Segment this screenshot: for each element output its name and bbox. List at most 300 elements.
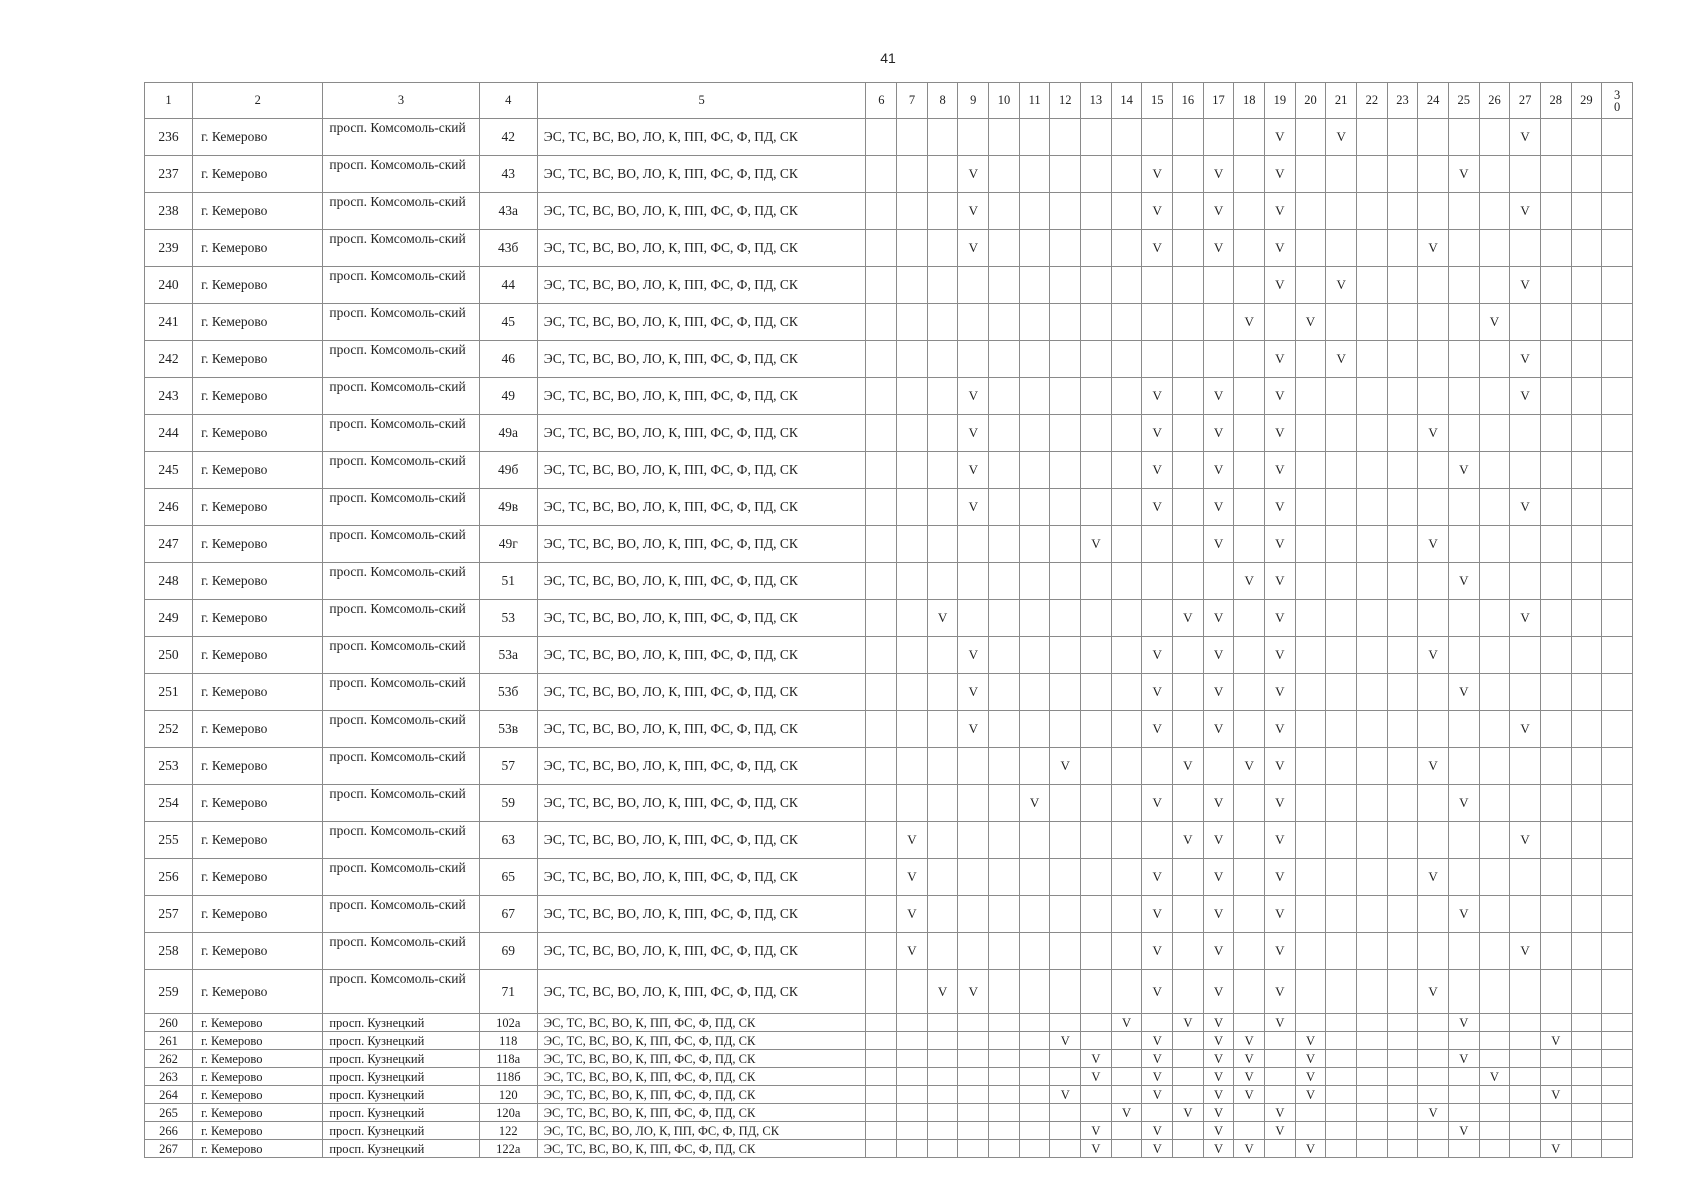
mark-cell-29 [1571, 896, 1602, 933]
mark-cell-7 [897, 785, 928, 822]
mark-cell-22 [1356, 970, 1387, 1014]
mark-cell-12: V [1050, 1086, 1081, 1104]
mark-cell-30 [1602, 1104, 1633, 1122]
mark-cell-28 [1540, 489, 1571, 526]
mark-cell-11 [1019, 933, 1050, 970]
mark-cell-7 [897, 193, 928, 230]
mark-cell-14 [1111, 378, 1142, 415]
services-cell: ЭС, ТС, ВС, ВО, К, ПП, ФС, Ф, ПД, СК [537, 1032, 866, 1050]
column-header-5: 5 [537, 83, 866, 119]
mark-cell-6 [866, 526, 897, 563]
mark-cell-6 [866, 563, 897, 600]
mark-cell-17: V [1203, 637, 1234, 674]
mark-cell-16 [1173, 1068, 1204, 1086]
mark-cell-9: V [958, 637, 989, 674]
row-number: 261 [145, 1032, 193, 1050]
mark-cell-27 [1510, 748, 1541, 785]
mark-cell-14 [1111, 341, 1142, 378]
mark-cell-26 [1479, 489, 1510, 526]
mark-cell-23 [1387, 970, 1418, 1014]
table-row [145, 156, 1633, 193]
mark-cell-25: V [1448, 785, 1479, 822]
mark-cell-21 [1326, 526, 1357, 563]
mark-cell-10 [989, 674, 1020, 711]
table-row [145, 896, 1633, 933]
mark-cell-23 [1387, 637, 1418, 674]
mark-cell-30 [1602, 1140, 1633, 1158]
mark-cell-12: V [1050, 1032, 1081, 1050]
city-cell: г. Кемерово [193, 859, 323, 896]
mark-cell-13: V [1081, 1068, 1112, 1086]
mark-cell-26 [1479, 378, 1510, 415]
mark-cell-18 [1234, 489, 1265, 526]
mark-cell-18 [1234, 674, 1265, 711]
mark-cell-11: V [1019, 785, 1050, 822]
mark-cell-9: V [958, 711, 989, 748]
house-cell: 71 [479, 970, 537, 1014]
mark-cell-29 [1571, 378, 1602, 415]
mark-cell-25 [1448, 526, 1479, 563]
mark-cell-11 [1019, 600, 1050, 637]
mark-cell-27: V [1510, 119, 1541, 156]
mark-cell-24: V [1418, 859, 1449, 896]
mark-cell-25 [1448, 230, 1479, 267]
mark-cell-19 [1265, 1032, 1296, 1050]
mark-cell-17: V [1203, 1032, 1234, 1050]
table-header-row [145, 83, 1633, 119]
mark-cell-20 [1295, 378, 1326, 415]
mark-cell-25 [1448, 637, 1479, 674]
mark-cell-6 [866, 1086, 897, 1104]
city-cell: г. Кемерово [193, 674, 323, 711]
mark-cell-25 [1448, 378, 1479, 415]
mark-cell-15: V [1142, 415, 1173, 452]
services-cell: ЭС, ТС, ВС, ВО, К, ПП, ФС, Ф, ПД, СК [537, 1014, 866, 1032]
mark-cell-20 [1295, 637, 1326, 674]
mark-cell-9 [958, 1068, 989, 1086]
mark-cell-14 [1111, 230, 1142, 267]
house-cell: 118б [479, 1068, 537, 1086]
mark-cell-17: V [1203, 1122, 1234, 1140]
mark-cell-26 [1479, 896, 1510, 933]
mark-cell-15: V [1142, 489, 1173, 526]
mark-cell-22 [1356, 193, 1387, 230]
mark-cell-20 [1295, 489, 1326, 526]
column-header-13: 13 [1081, 83, 1112, 119]
mark-cell-29 [1571, 1050, 1602, 1068]
mark-cell-28 [1540, 933, 1571, 970]
mark-cell-20: V [1295, 1050, 1326, 1068]
mark-cell-29 [1571, 600, 1602, 637]
mark-cell-14 [1111, 859, 1142, 896]
mark-cell-24 [1418, 785, 1449, 822]
mark-cell-18 [1234, 341, 1265, 378]
city-cell: г. Кемерово [193, 378, 323, 415]
mark-cell-14 [1111, 711, 1142, 748]
column-header-3: 3 [323, 83, 479, 119]
mark-cell-18 [1234, 378, 1265, 415]
mark-cell-7 [897, 452, 928, 489]
mark-cell-19: V [1265, 822, 1296, 859]
mark-cell-7 [897, 304, 928, 341]
mark-cell-13 [1081, 674, 1112, 711]
mark-cell-29 [1571, 563, 1602, 600]
mark-cell-30 [1602, 119, 1633, 156]
mark-cell-25: V [1448, 156, 1479, 193]
mark-cell-10 [989, 267, 1020, 304]
mark-cell-6 [866, 304, 897, 341]
services-cell: ЭС, ТС, ВС, ВО, ЛО, К, ПП, ФС, Ф, ПД, СК [537, 304, 866, 341]
services-cell: ЭС, ТС, ВС, ВО, ЛО, К, ПП, ФС, Ф, ПД, СК [537, 341, 866, 378]
mark-cell-7 [897, 378, 928, 415]
mark-cell-28 [1540, 711, 1571, 748]
mark-cell-19: V [1265, 748, 1296, 785]
mark-cell-21 [1326, 304, 1357, 341]
mark-cell-11 [1019, 1086, 1050, 1104]
mark-cell-29 [1571, 970, 1602, 1014]
mark-cell-15: V [1142, 378, 1173, 415]
mark-cell-27 [1510, 785, 1541, 822]
house-cell: 59 [479, 785, 537, 822]
mark-cell-17: V [1203, 452, 1234, 489]
mark-cell-7 [897, 1122, 928, 1140]
mark-cell-21 [1326, 674, 1357, 711]
mark-cell-9 [958, 1086, 989, 1104]
street-cell: просп. Кузнецкий [323, 1122, 479, 1140]
mark-cell-15: V [1142, 1086, 1173, 1104]
services-cell: ЭС, ТС, ВС, ВО, ЛО, К, ПП, ФС, Ф, ПД, СК [537, 452, 866, 489]
services-cell: ЭС, ТС, ВС, ВО, ЛО, К, ПП, ФС, Ф, ПД, СК [537, 970, 866, 1014]
mark-cell-18 [1234, 637, 1265, 674]
mark-cell-10 [989, 452, 1020, 489]
city-cell: г. Кемерово [193, 304, 323, 341]
mark-cell-7: V [897, 896, 928, 933]
mark-cell-6 [866, 748, 897, 785]
mark-cell-13 [1081, 304, 1112, 341]
mark-cell-14 [1111, 304, 1142, 341]
mark-cell-30 [1602, 748, 1633, 785]
mark-cell-18 [1234, 711, 1265, 748]
mark-cell-28 [1540, 378, 1571, 415]
mark-cell-20 [1295, 267, 1326, 304]
mark-cell-10 [989, 748, 1020, 785]
mark-cell-26 [1479, 563, 1510, 600]
mark-cell-24 [1418, 1050, 1449, 1068]
street-cell: просп. Комсомоль-ский [323, 711, 479, 748]
mark-cell-19: V [1265, 785, 1296, 822]
mark-cell-18 [1234, 896, 1265, 933]
mark-cell-24 [1418, 267, 1449, 304]
table-row [145, 637, 1633, 674]
mark-cell-8 [927, 785, 958, 822]
mark-cell-16 [1173, 711, 1204, 748]
mark-cell-12 [1050, 637, 1081, 674]
mark-cell-20: V [1295, 1140, 1326, 1158]
row-number: 258 [145, 933, 193, 970]
mark-cell-13 [1081, 193, 1112, 230]
mark-cell-14 [1111, 156, 1142, 193]
mark-cell-28 [1540, 341, 1571, 378]
mark-cell-19: V [1265, 970, 1296, 1014]
services-cell: ЭС, ТС, ВС, ВО, ЛО, К, ПП, ФС, Ф, ПД, СК [537, 489, 866, 526]
mark-cell-28 [1540, 452, 1571, 489]
house-cell: 44 [479, 267, 537, 304]
table-row [145, 452, 1633, 489]
table-row [145, 1122, 1633, 1140]
mark-cell-30 [1602, 304, 1633, 341]
mark-cell-18 [1234, 230, 1265, 267]
mark-cell-24: V [1418, 230, 1449, 267]
mark-cell-21: V [1326, 341, 1357, 378]
row-number: 245 [145, 452, 193, 489]
table-row [145, 378, 1633, 415]
services-cell: ЭС, ТС, ВС, ВО, К, ПП, ФС, Ф, ПД, СК [537, 1068, 866, 1086]
mark-cell-18: V [1234, 1050, 1265, 1068]
mark-cell-9 [958, 859, 989, 896]
mark-cell-21 [1326, 1140, 1357, 1158]
mark-cell-23 [1387, 526, 1418, 563]
mark-cell-28 [1540, 415, 1571, 452]
house-cell: 65 [479, 859, 537, 896]
mark-cell-21 [1326, 1032, 1357, 1050]
mark-cell-16 [1173, 415, 1204, 452]
mark-cell-9 [958, 822, 989, 859]
street-cell: просп. Комсомоль-ский [323, 785, 479, 822]
mark-cell-8 [927, 119, 958, 156]
house-cell: 67 [479, 896, 537, 933]
column-header-9: 9 [958, 83, 989, 119]
mark-cell-28 [1540, 193, 1571, 230]
mark-cell-30 [1602, 267, 1633, 304]
mark-cell-18 [1234, 415, 1265, 452]
mark-cell-17: V [1203, 970, 1234, 1014]
mark-cell-8 [927, 1050, 958, 1068]
mark-cell-13 [1081, 415, 1112, 452]
mark-cell-16: V [1173, 1014, 1204, 1032]
mark-cell-30 [1602, 896, 1633, 933]
mark-cell-17: V [1203, 489, 1234, 526]
mark-cell-25 [1448, 933, 1479, 970]
mark-cell-23 [1387, 1014, 1418, 1032]
mark-cell-23 [1387, 933, 1418, 970]
mark-cell-24 [1418, 822, 1449, 859]
house-cell: 46 [479, 341, 537, 378]
row-number: 259 [145, 970, 193, 1014]
mark-cell-17: V [1203, 415, 1234, 452]
mark-cell-25 [1448, 267, 1479, 304]
table-row [145, 1140, 1633, 1158]
mark-cell-18: V [1234, 1086, 1265, 1104]
column-header-1: 1 [145, 83, 193, 119]
mark-cell-11 [1019, 156, 1050, 193]
services-cell: ЭС, ТС, ВС, ВО, ЛО, К, ПП, ФС, Ф, ПД, СК [537, 785, 866, 822]
house-cell: 43 [479, 156, 537, 193]
column-header-14: 14 [1111, 83, 1142, 119]
mark-cell-16 [1173, 785, 1204, 822]
mark-cell-18: V [1234, 748, 1265, 785]
mark-cell-20 [1295, 674, 1326, 711]
mark-cell-6 [866, 970, 897, 1014]
mark-cell-28 [1540, 526, 1571, 563]
mark-cell-21 [1326, 489, 1357, 526]
mark-cell-14 [1111, 193, 1142, 230]
mark-cell-19: V [1265, 267, 1296, 304]
city-cell: г. Кемерово [193, 970, 323, 1014]
mark-cell-30 [1602, 230, 1633, 267]
column-header-20: 20 [1295, 83, 1326, 119]
mark-cell-25 [1448, 489, 1479, 526]
mark-cell-24: V [1418, 970, 1449, 1014]
row-number: 262 [145, 1050, 193, 1068]
mark-cell-12 [1050, 1122, 1081, 1140]
mark-cell-26 [1479, 933, 1510, 970]
mark-cell-11 [1019, 119, 1050, 156]
mark-cell-7 [897, 526, 928, 563]
mark-cell-12 [1050, 267, 1081, 304]
mark-cell-13: V [1081, 1122, 1112, 1140]
mark-cell-12 [1050, 785, 1081, 822]
services-cell: ЭС, ТС, ВС, ВО, ЛО, К, ПП, ФС, Ф, ПД, СК [537, 415, 866, 452]
mark-cell-21: V [1326, 267, 1357, 304]
mark-cell-18 [1234, 785, 1265, 822]
house-cell: 118 [479, 1032, 537, 1050]
mark-cell-26 [1479, 1104, 1510, 1122]
house-cell: 43а [479, 193, 537, 230]
city-cell: г. Кемерово [193, 1140, 323, 1158]
mark-cell-28 [1540, 1014, 1571, 1032]
street-cell: просп. Комсомоль-ский [323, 637, 479, 674]
city-cell: г. Кемерово [193, 267, 323, 304]
mark-cell-17: V [1203, 896, 1234, 933]
mark-cell-7 [897, 230, 928, 267]
mark-cell-10 [989, 1104, 1020, 1122]
street-cell: просп. Комсомоль-ский [323, 267, 479, 304]
row-number: 248 [145, 563, 193, 600]
mark-cell-16 [1173, 563, 1204, 600]
mark-cell-23 [1387, 859, 1418, 896]
mark-cell-8 [927, 896, 958, 933]
column-header-29: 29 [1571, 83, 1602, 119]
mark-cell-6 [866, 230, 897, 267]
mark-cell-21 [1326, 156, 1357, 193]
mark-cell-29 [1571, 1068, 1602, 1086]
mark-cell-12 [1050, 193, 1081, 230]
mark-cell-29 [1571, 785, 1602, 822]
mark-cell-12 [1050, 230, 1081, 267]
table-row [145, 563, 1633, 600]
mark-cell-13: V [1081, 1050, 1112, 1068]
street-cell: просп. Комсомоль-ский [323, 415, 479, 452]
mark-cell-25 [1448, 859, 1479, 896]
mark-cell-6 [866, 193, 897, 230]
mark-cell-20 [1295, 119, 1326, 156]
mark-cell-10 [989, 1050, 1020, 1068]
street-cell: просп. Кузнецкий [323, 1014, 479, 1032]
mark-cell-22 [1356, 859, 1387, 896]
mark-cell-14 [1111, 896, 1142, 933]
mark-cell-25 [1448, 1140, 1479, 1158]
mark-cell-20 [1295, 563, 1326, 600]
mark-cell-13 [1081, 1086, 1112, 1104]
mark-cell-11 [1019, 452, 1050, 489]
mark-cell-19 [1265, 1050, 1296, 1068]
mark-cell-10 [989, 970, 1020, 1014]
mark-cell-27 [1510, 1122, 1541, 1140]
mark-cell-6 [866, 1104, 897, 1122]
mark-cell-6 [866, 600, 897, 637]
mark-cell-17 [1203, 304, 1234, 341]
mark-cell-18 [1234, 452, 1265, 489]
mark-cell-10 [989, 1140, 1020, 1158]
mark-cell-22 [1356, 637, 1387, 674]
mark-cell-27: V [1510, 193, 1541, 230]
mark-cell-8: V [927, 970, 958, 1014]
mark-cell-22 [1356, 674, 1387, 711]
mark-cell-12 [1050, 378, 1081, 415]
mark-cell-29 [1571, 526, 1602, 563]
house-cell: 45 [479, 304, 537, 341]
mark-cell-15: V [1142, 1122, 1173, 1140]
mark-cell-24 [1418, 341, 1449, 378]
house-cell: 49 [479, 378, 537, 415]
mark-cell-14 [1111, 1122, 1142, 1140]
mark-cell-8 [927, 1086, 958, 1104]
mark-cell-10 [989, 489, 1020, 526]
city-cell: г. Кемерово [193, 1086, 323, 1104]
mark-cell-15 [1142, 1014, 1173, 1032]
mark-cell-9 [958, 748, 989, 785]
mark-cell-29 [1571, 1104, 1602, 1122]
mark-cell-30 [1602, 600, 1633, 637]
mark-cell-20: V [1295, 1032, 1326, 1050]
mark-cell-17: V [1203, 230, 1234, 267]
mark-cell-27 [1510, 1086, 1541, 1104]
mark-cell-6 [866, 156, 897, 193]
services-cell: ЭС, ТС, ВС, ВО, К, ПП, ФС, Ф, ПД, СК [537, 1140, 866, 1158]
mark-cell-27 [1510, 230, 1541, 267]
mark-cell-26 [1479, 119, 1510, 156]
mark-cell-22 [1356, 1050, 1387, 1068]
mark-cell-24 [1418, 1032, 1449, 1050]
city-cell: г. Кемерово [193, 748, 323, 785]
mark-cell-7 [897, 489, 928, 526]
mark-cell-27 [1510, 859, 1541, 896]
house-cell: 118а [479, 1050, 537, 1068]
services-cell: ЭС, ТС, ВС, ВО, ЛО, К, ПП, ФС, Ф, ПД, СК [537, 896, 866, 933]
mark-cell-29 [1571, 933, 1602, 970]
mark-cell-21 [1326, 748, 1357, 785]
mark-cell-23 [1387, 1140, 1418, 1158]
mark-cell-30 [1602, 1014, 1633, 1032]
mark-cell-16 [1173, 526, 1204, 563]
mark-cell-28: V [1540, 1032, 1571, 1050]
mark-cell-11 [1019, 1014, 1050, 1032]
mark-cell-14 [1111, 1050, 1142, 1068]
mark-cell-10 [989, 896, 1020, 933]
mark-cell-19: V [1265, 489, 1296, 526]
mark-cell-24 [1418, 1014, 1449, 1032]
mark-cell-15 [1142, 526, 1173, 563]
house-cell: 120а [479, 1104, 537, 1122]
mark-cell-16 [1173, 1140, 1204, 1158]
mark-cell-26 [1479, 748, 1510, 785]
mark-cell-13 [1081, 563, 1112, 600]
mark-cell-12: V [1050, 748, 1081, 785]
mark-cell-12 [1050, 119, 1081, 156]
mark-cell-27 [1510, 1140, 1541, 1158]
mark-cell-20 [1295, 933, 1326, 970]
mark-cell-23 [1387, 1104, 1418, 1122]
